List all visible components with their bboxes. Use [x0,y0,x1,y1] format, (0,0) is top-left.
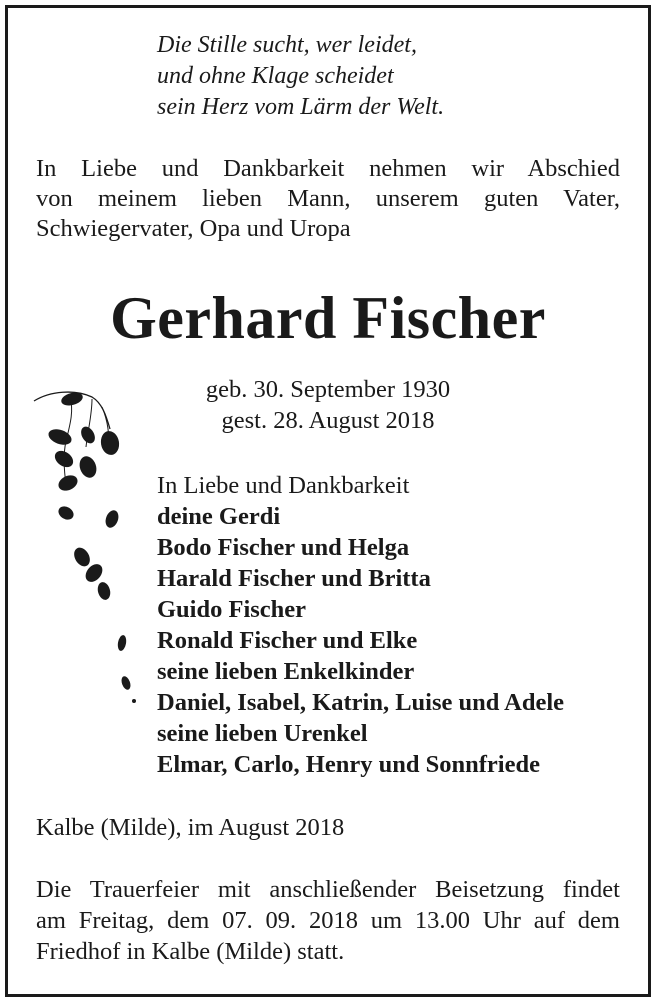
poem-line: und ohne Klage scheidet [157,63,394,89]
family-member: Harald Fischer und Britta [157,565,431,592]
family-member: Bodo Fischer und Helga [157,534,410,561]
intro-text [36,154,620,244]
ceremony-notice [36,874,620,967]
deceased-name: Gerhard Fischer [110,285,546,351]
family-list [157,470,564,780]
poem-line: sein Herz vom Lärm der Welt. [157,94,445,120]
intro-line: Schwiegervater, Opa und Uropa [36,215,351,242]
family-member: seine lieben Enkelkinder [157,658,415,685]
ceremony-line: Friedhof in Kalbe (Milde) statt. [36,938,345,965]
intro-line: In Liebe und Dankbarkeit nehmen wir Abschied [36,155,620,182]
family-member: Elmar, Carlo, Henry und Sonnfriede [157,751,540,778]
family-opening: In Liebe und Dankbarkeit [157,472,410,499]
intro-line: von meinem lieben Mann, unserem guten Vater, [36,185,620,212]
family-member: Daniel, Isabel, Katrin, Luise und Adele [157,689,565,716]
poem [157,30,444,123]
family-member: deine Gerdi [157,503,281,530]
death-date: gest. 28. August 2018 [221,407,435,434]
family-member: Ronald Fischer und Elke [157,627,418,654]
birth-date: geb. 30. September 1930 [205,376,451,403]
place-date: Kalbe (Milde), im August 2018 [36,814,345,841]
family-member: Guido Fischer [157,596,307,623]
ceremony-line: Die Trauerfeier mit anschließender Beisetzung findet [36,876,620,903]
birch-branch-icon [30,385,140,715]
family-member: seine lieben Urenkel [157,720,368,747]
ceremony-line: am Freitag, dem 07. 09. 2018 um 13.00 Uhr auf dem [36,907,620,934]
poem-line: Die Stille sucht, wer leidet, [157,32,417,58]
